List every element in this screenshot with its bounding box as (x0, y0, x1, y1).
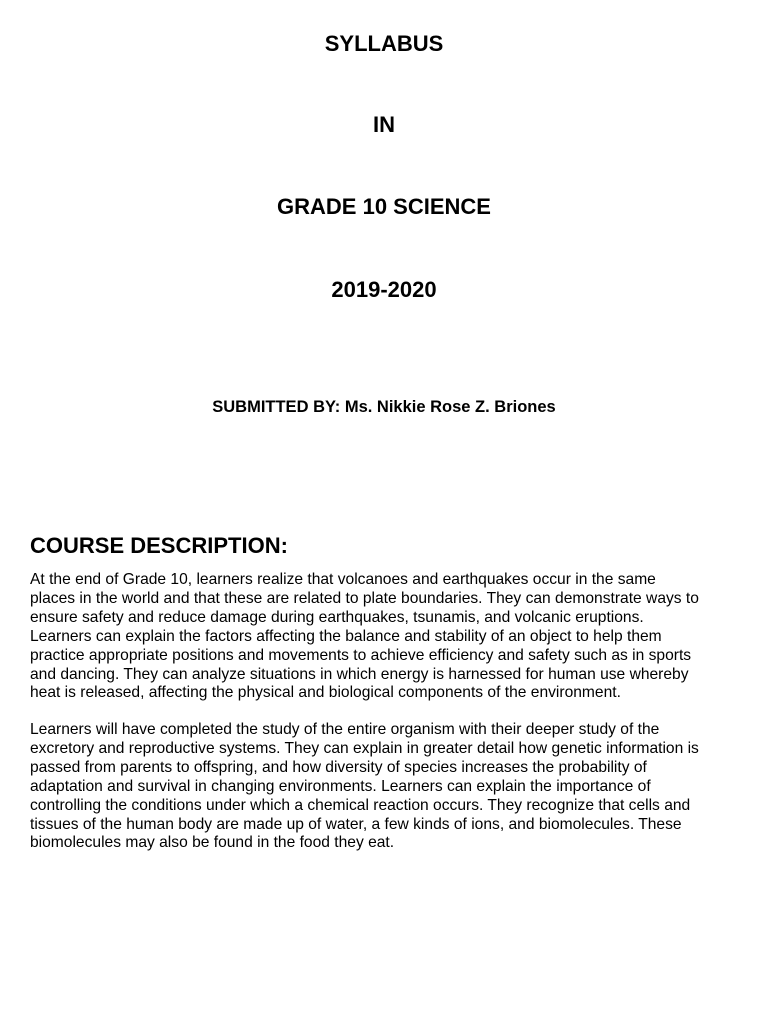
paragraph-line: and dancing. They can analyze situations in which energy is harnessed for human use whereby (30, 665, 689, 683)
document-title-subject: GRADE 10 SCIENCE (277, 194, 491, 219)
paragraph-line: tissues of the human body are made up of water, a few kinds of ions, and biomolecules. These (30, 815, 682, 833)
paragraph-line: At the end of Grade 10, learners realize that volcanoes and earthquakes occur in the same (30, 571, 656, 588)
paragraph-line: heat is released, affecting the physical and biological components of the environment. (30, 684, 621, 702)
course-description-paragraph-2 (30, 721, 750, 853)
paragraph-line: biomolecules may also be found in the food they eat. (30, 834, 395, 852)
submitted-by-line: SUBMITTED BY: Ms. Nikkie Rose Z. Briones (212, 398, 556, 416)
document-title-school-year: 2019-2020 (331, 277, 437, 302)
paragraph-line: controlling the conditions under which a chemical reaction occurs. They recognize that cells and (30, 796, 691, 814)
paragraph-line: places in the world and that these are related to plate boundaries. They can demonstrate ways to (30, 589, 699, 607)
paragraph-line: Learners can explain the factors affecting the balance and stability of an object to help them (30, 627, 662, 645)
paragraph-line: practice appropriate positions and movements to achieve efficiency and safety such as in sports (30, 646, 692, 664)
course-description-heading: COURSE DESCRIPTION: (30, 533, 288, 558)
paragraph-line: excretory and reproductive systems. They can explain in greater detail how genetic information is (30, 739, 699, 757)
paragraph-line: passed from parents to offspring, and how diversity of species increases the probability of (30, 758, 647, 776)
document-title-in: IN (373, 112, 395, 137)
paragraph-line: adaptation and survival in changing environments. Learners can explain the importance of (30, 777, 651, 795)
document-title-syllabus: SYLLABUS (324, 31, 444, 56)
paragraph-line: ensure safety and reduce damage during earthquakes, tsunamis, and volcanic eruptions. (30, 608, 644, 626)
course-description-paragraph-1 (30, 571, 750, 703)
paragraph-line: Learners will have completed the study of the entire organism with their deeper study of the (30, 721, 660, 738)
